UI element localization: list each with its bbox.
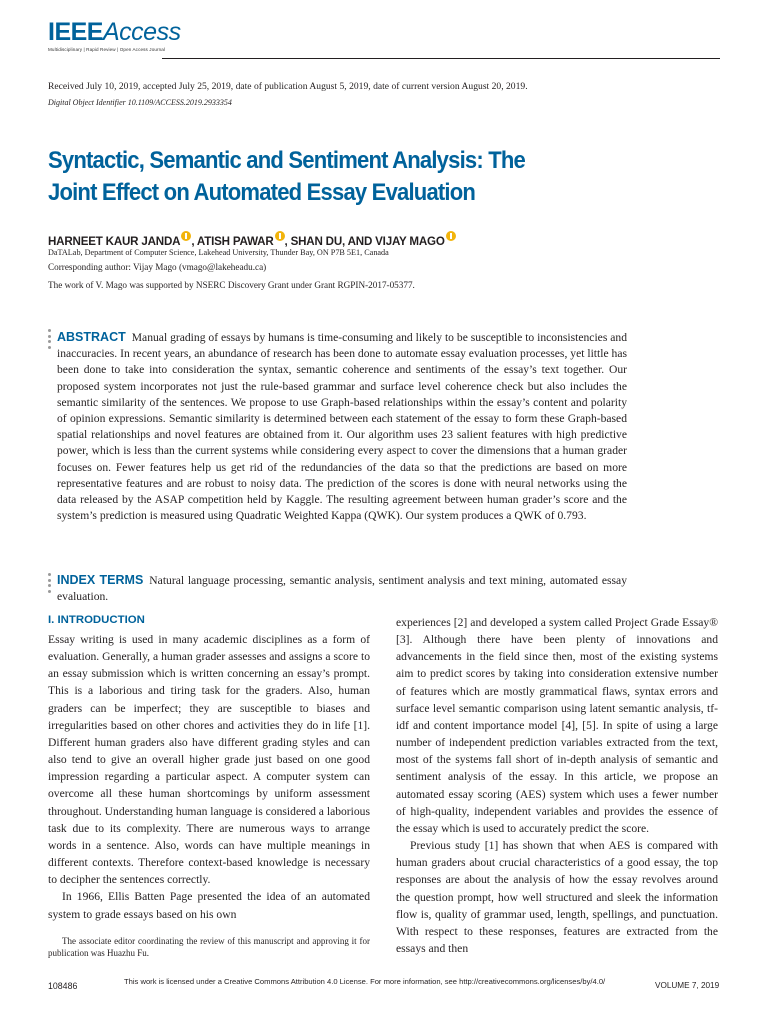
- author-3-4: , SHAN DU, AND VIJAY MAGO: [284, 235, 445, 248]
- orcid-icon[interactable]: [275, 231, 285, 241]
- section-heading: I. INTRODUCTION: [48, 614, 145, 626]
- author-list: [48, 231, 456, 248]
- paper-title: [48, 145, 642, 209]
- received-dates: Received July 10, 2019, accepted July 25, 2019, date of publication August 5, 2019, date of current version August 20, 2019.: [48, 81, 528, 92]
- logo-wordmark: [48, 20, 181, 45]
- corresponding-author: Corresponding author: Vijay Mago (vmago@lakeheadu.ca): [48, 262, 267, 272]
- license-note[interactable]: This work is licensed under a Creative Commons Attribution 4.0 License. For more information, see http://creativecommons.org/licenses/by/4.0/: [124, 977, 606, 986]
- intro-paragraph-3: experiences [2] and developed a system called Project Grade Essay® [3]. Although there have been plenty of innovations and advancements in the field since then, most of the existing systems aim to predict scores by taking into consideration extensive number of features which are mostly grammatical flaws, syntax errors and surface level semantic comparison using latent semantic analysis, tf-idf and content importance model [4], [5]. In spite of using a large number of independent prediction variables extracted from the text, most of the systems fall short of in-depth analysis of semantic and sentiment analysis of the essay. In this article, we propose an automated essay scoring (AES) system which uses a fewer number of high-quality, independent variables and provides the essence of the essay which is used to accurately predict the score.: [396, 616, 718, 835]
- page-number: 108486: [48, 981, 78, 991]
- editor-footnote: The associate editor coordinating the review of this manuscript and approving it for publication was Huazhu Fu.: [48, 936, 370, 958]
- doi-line: [48, 98, 232, 107]
- left-column: [48, 631, 370, 923]
- index-terms-text: Natural language processing, semantic analysis, sentiment analysis and text mining, automated essay evaluation.: [57, 574, 627, 604]
- volume-label: VOLUME 7, 2019: [655, 981, 720, 990]
- index-terms-label: INDEX TERMS: [57, 573, 144, 587]
- abstract-text: Manual grading of essays by humans is time-consuming and likely to be susceptible to inconsistencies and inaccuracies. In recent years, an abundance of research has been done to automate essay evaluation processes, yet little has been done to take into consideration the syntax, semantic coherence and sentiments of the essay’s text together. Our proposed system incorporates not just the rule-based grammar and surface level coherence check but also includes the semantic similarity of the sentences. We propose to use Graph-based relationships within the essay’s content and polarity of opinion expressions. Semantic similarity is determined between each statement of the essay to form these Graph-based spatial relationships and novel features are obtained from it. Our algorithm uses 23 salient features with high predictive power, which is less than the current systems while considering every aspect to cover the dimensions that a human grader focuses on. Fewer features help us get rid of the redundancies of the data so that the predictions are based on more representative features and are robust to noisy data. The prediction of the scores is done with neural networks using the data released by the ASAP competition held by Kaggle. The resulting agreement between human grader’s score and the system’s prediction is measured using Quadratic Weighted Kappa (QWK). Our system produces a QWK of 0.793.: [57, 331, 627, 523]
- title-line-1: Syntactic, Semantic and Sentiment Analysis: The: [48, 147, 525, 174]
- logo-ieee: IEEE: [48, 18, 103, 46]
- abstract: [57, 329, 627, 524]
- author-2: , ATISH PAWAR: [191, 235, 274, 248]
- intro-paragraph-4: Previous study [1] has shown that when AES is compared with human graders about crucial characteristics of a good essay, the top responses are about the analysis of how the essay revolves around the question prompt, how well structured and sleek the information flow is, quality of grammar used, length, spellings, and punctuation. With respect to these responses, features are extracted from the essays and then: [396, 839, 718, 955]
- orcid-icon[interactable]: [446, 231, 456, 241]
- logo-access: Access: [102, 18, 181, 46]
- header-rule: [162, 58, 720, 59]
- index-terms: [57, 572, 627, 605]
- intro-paragraph-1: Essay writing is used in many academic disciplines as a form of evaluation. Generally, a human grader assesses and assigns a score to an essay submission which is written concerning an essay’s prompt. This is a laborious and tiring task for the graders. Also, human graders can be imperfect; they are susceptible to biases and irregularities based on other chores and activities they do in life [1]. Different human graders also have different grading styles and can also tend to give an overall higher grade just based on one good impression regarding a particular aspect. A computer system can overcome all these human shortcomings by uniform assessment throughout. Understanding human language is considered a laborious task due to its complexity. There are numerous ways to arrange words in a sentence. Also, words can have multiple meanings in different contexts. Therefore context-based knowledge is necessary to decipher the sentences correctly.: [48, 633, 370, 887]
- doi-label: Digital Object Identifier: [48, 98, 126, 107]
- right-column: [396, 614, 718, 957]
- author-1: HARNEET KAUR JANDA: [48, 235, 181, 248]
- funding-note: The work of V. Mago was supported by NSERC Discovery Grant under Grant RGPIN-2017-05377.: [48, 280, 415, 290]
- intro-paragraph-2: In 1966, Ellis Batten Page presented the idea of an automated system to grade essays based on his own: [48, 890, 370, 921]
- journal-logo: [48, 20, 181, 52]
- abstract-label: ABSTRACT: [57, 330, 126, 344]
- logo-tagline: Multidisciplinary | Rapid Review | Open Access Journal: [48, 47, 166, 52]
- orcid-icon[interactable]: [181, 231, 191, 241]
- dotted-marker-icon: [48, 329, 51, 351]
- doi-value[interactable]: 10.1109/ACCESS.2019.2933354: [127, 98, 232, 107]
- title-line-2: Joint Effect on Automated Essay Evaluation: [48, 179, 476, 206]
- dotted-marker-icon: [48, 573, 51, 595]
- affiliation: DaTALab, Department of Computer Science, Lakehead University, Thunder Bay, ON P7B 5E1, Canada: [48, 248, 389, 257]
